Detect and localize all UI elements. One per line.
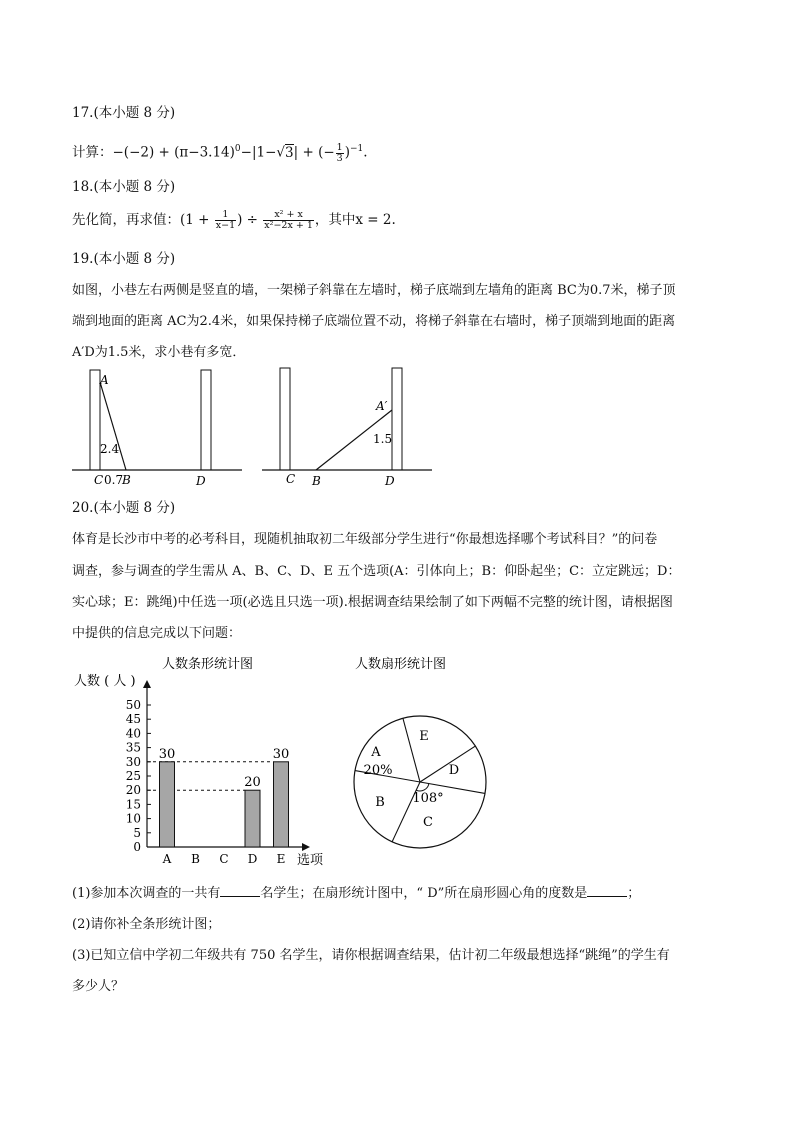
answer-blank-1[interactable]: [220, 884, 260, 897]
q18-mid: ) ÷: [237, 212, 263, 228]
y-axis-arrow: [143, 680, 151, 688]
q18-expression: [72, 210, 396, 231]
bar-chart-ylabel: 人数 ( 人 ): [74, 674, 136, 689]
label-height-1: 2.4: [100, 442, 120, 456]
q20-line3: 实心球；E：跳绳)中任选一项(必选且只选一项).根据调查结果绘制了如下两幅不完整的统计图，请根据图: [72, 595, 673, 610]
q18-header: 18.(本小题 8 分): [72, 179, 176, 195]
label-A: A: [100, 373, 109, 387]
bar-value-label: 20: [244, 775, 261, 791]
label-D-1: D: [196, 474, 206, 488]
q17-expr-a: −(−2) + (π−3.14): [112, 144, 235, 161]
pie-label-D: D: [448, 763, 460, 778]
q17-exp-neg1: −1: [349, 144, 364, 154]
q19-figure-left: [60, 362, 250, 492]
y-tick-label: 20: [125, 783, 141, 798]
q17-fraction: [336, 143, 344, 164]
q17-frac-den: 3: [336, 152, 343, 164]
q20-sub1: [72, 884, 640, 903]
q18-frac2: [263, 210, 314, 231]
pie-label-C-angle: 108°: [412, 791, 444, 806]
q18-f1-den: x−1: [215, 220, 236, 231]
label-C-2: C: [286, 472, 296, 486]
q17-end: .: [363, 144, 368, 161]
q18-open: (1 +: [180, 212, 214, 228]
y-tick-label: 10: [125, 811, 141, 826]
bar-chart-title: 人数条形统计图: [162, 657, 254, 672]
bar-chart: [70, 650, 340, 872]
y-tick-label: 40: [125, 726, 141, 741]
label-A-prime: A′: [376, 399, 388, 413]
pie-chart: [340, 650, 500, 872]
right-wall-2: [392, 368, 402, 470]
bar-D: [245, 790, 260, 847]
left-wall-2: [280, 368, 290, 470]
pie-label-C: C: [423, 815, 433, 830]
q20-sub1b: 名学生；在扇形统计图中，“ D”所在扇形圆心角的度数是: [260, 886, 588, 901]
q20-sub2: (2)请你补全条形统计图；: [72, 917, 221, 932]
label-B-2: B: [312, 474, 321, 488]
y-tick-label: 5: [133, 825, 141, 840]
q18-tail: ，其中x = 2.: [314, 212, 396, 228]
q17-header: 17.(本小题 8 分): [72, 105, 176, 121]
q19-line3: A′D为1.5米，求小巷有多宽．: [72, 345, 246, 360]
q17-expr-b: −|1−: [240, 144, 277, 161]
q19-line2: 端到地面的距离 AC为2.4米，如果保持梯子底端位置不动，将梯子斜靠在右墙时，梯子顶端到地面的距离: [72, 314, 676, 329]
ladder-1: [100, 382, 126, 470]
pie-chart-title: 人数扇形统计图: [355, 657, 447, 672]
q18-f2-den: x²−2x + 1: [264, 220, 313, 231]
bar-value-label: 30: [272, 746, 290, 762]
q17-frac-num: 1: [336, 141, 343, 153]
category-label: B: [191, 852, 200, 866]
pie-label-E: E: [419, 729, 429, 744]
y-tick-label: 15: [125, 797, 141, 812]
y-tick-label: 25: [125, 769, 141, 783]
q20-line2: 调查，参与调查的学生需从 A、B、C、D、E 五个选项(A：引体向上；B：仰卧起坐；C：立定跳远；D：: [72, 564, 681, 579]
q17-sqrt3: 3: [285, 144, 294, 161]
sqrt-symbol: √: [276, 144, 286, 161]
q20-sub1c: ；: [627, 886, 641, 901]
pie-label-A: A: [371, 745, 381, 760]
y-tick-label: 0: [133, 840, 141, 854]
label-D-2: D: [385, 474, 395, 488]
q17-expr-c: | + (−: [293, 144, 335, 161]
q17-expr-d: ): [344, 144, 350, 161]
q20-sub1a: (1)参加本次调查的一共有: [72, 886, 221, 901]
q18-frac1: [215, 210, 236, 231]
q17-expression: [72, 140, 368, 164]
q20-line1: 体育是长沙市中考的必考科目，现随机抽取初二年级部分学生进行“你最想选择哪个考试科目？”的问卷: [72, 532, 658, 547]
y-tick-label: 30: [125, 754, 141, 769]
category-label: E: [276, 852, 286, 866]
label-base: 0.7: [104, 473, 124, 487]
q17-exp0: 0: [234, 144, 241, 154]
x-axis-arrow: [302, 843, 310, 851]
label-B-1: B: [122, 473, 131, 487]
q18-f1-num: 1: [215, 210, 236, 221]
bar-E: [274, 762, 289, 847]
pie-label-A-percent: 20%: [363, 763, 393, 778]
category-label: A: [162, 852, 172, 866]
label-C-1: C: [94, 473, 104, 487]
q17-label: 计算：: [72, 144, 113, 161]
label-height-2: 1.5: [373, 432, 393, 446]
left-wall-1: [90, 370, 100, 470]
y-tick-label: 35: [125, 740, 141, 755]
q20-line4: 中提供的信息完成以下问题：: [72, 626, 242, 641]
category-label: C: [219, 852, 229, 866]
q19-line1: 如图，小巷左右两侧是竖直的墙，一架梯子斜靠在左墙时，梯子底端到左墙角的距离 BC为0.7米，梯子顶: [72, 283, 676, 298]
y-tick-label: 45: [125, 712, 141, 727]
category-label: D: [247, 852, 258, 866]
pie-label-B: B: [375, 795, 385, 810]
bar-chart-xlabel: 选项: [297, 853, 324, 868]
q20-header: 20.(本小题 8 分): [72, 500, 176, 516]
q20-sub3a: (3)已知立信中学初二年级共有 750 名学生，请你根据调查结果，估计初二年级最想选择“跳绳”的学生有: [72, 948, 670, 963]
q19-figure-right: [258, 362, 438, 492]
y-tick-label: 50: [125, 698, 141, 712]
bar-A: [160, 762, 175, 847]
right-wall-1: [201, 370, 211, 470]
q18-f2-num: x² + x: [263, 210, 314, 221]
answer-blank-2[interactable]: [587, 884, 627, 897]
bar-value-label: 30: [158, 746, 176, 762]
q19-header: 19.(本小题 8 分): [72, 251, 176, 267]
q20-sub3b: 多少人？: [72, 979, 125, 994]
q18-label: 先化简，再求值：: [72, 212, 180, 228]
